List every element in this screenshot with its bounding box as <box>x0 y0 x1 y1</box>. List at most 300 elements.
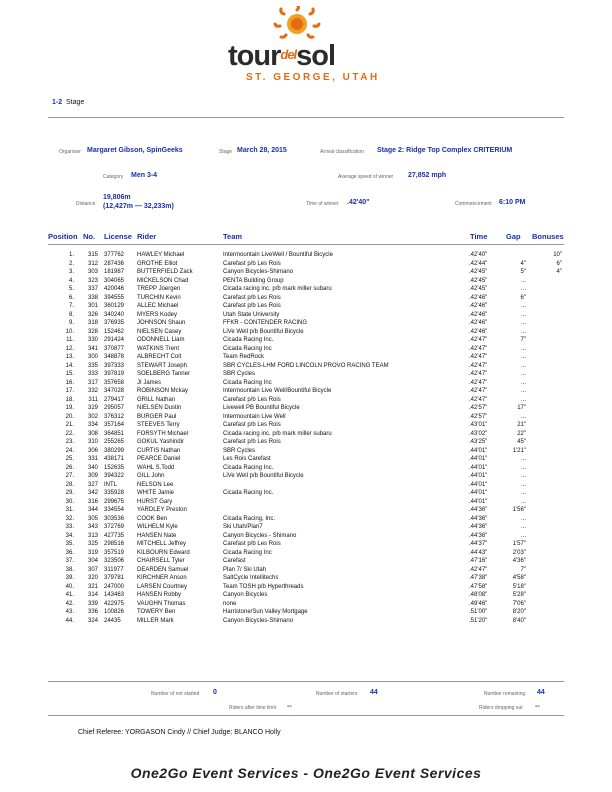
cell-gap: ... <box>520 371 526 377</box>
table-row <box>0 600 612 608</box>
cell-gap: 8'20" <box>512 609 526 615</box>
cell-gap: 1'56" <box>512 507 526 513</box>
cell-number: 300 <box>87 354 98 360</box>
cell-gap: ... <box>520 515 526 522</box>
cell-gap: 4'58" <box>512 575 526 581</box>
cell-rider: MITCHELL Jeffrey <box>137 541 187 547</box>
cell-team: SaltCycle Intellitechs <box>223 575 279 581</box>
cell-license: 24435 <box>104 617 121 624</box>
cell-rider: ODONNELL Liam <box>137 337 185 343</box>
not-started-value: 0 <box>213 689 217 696</box>
cell-license: 291424 <box>104 337 125 343</box>
table-row <box>0 413 612 421</box>
table-row <box>0 608 612 616</box>
cell-bonus: 6" <box>556 260 562 267</box>
cell-team: Carefast p/b Les Rois <box>223 260 281 267</box>
cell-gap: 22" <box>517 430 526 437</box>
cell-license: INTL <box>104 481 118 488</box>
cell-position: 6. <box>68 294 74 301</box>
cell-rider: LARSEN Courtney <box>137 583 188 590</box>
cell-number: 339 <box>87 600 98 607</box>
sun-icon <box>275 6 319 37</box>
cell-time: .44'01" <box>469 456 488 462</box>
cell-license: 379781 <box>104 575 125 581</box>
cell-license: 335928 <box>104 490 125 496</box>
cell-license: 397333 <box>104 362 125 369</box>
cell-gap: ... <box>520 481 526 488</box>
stage-number: 1-2 <box>52 99 63 106</box>
cell-rider: GROTHE Elliot <box>137 260 178 267</box>
cell-time: .42'57" <box>469 405 488 411</box>
cell-team: Plan 7/ Ski Utah <box>223 566 267 573</box>
cell-gap: 4" <box>520 260 526 267</box>
cell-rider: BUTTERFIELD Zack <box>137 269 193 275</box>
cell-license: 255265 <box>104 439 125 445</box>
cell-number: 319 <box>87 549 98 556</box>
cell-team: Intermountain LiveWell / Bountiful Bicycle <box>223 252 333 258</box>
cell-time: .42'45" <box>469 286 488 292</box>
cell-position: 44. <box>65 617 74 624</box>
cell-position: 19. <box>65 405 74 411</box>
cell-number: 341 <box>87 345 98 352</box>
cell-time: .44'36" <box>469 507 488 513</box>
cell-number: 307 <box>87 566 98 573</box>
cell-position: 31. <box>65 507 74 513</box>
cell-team: Les Rois Carefast <box>223 456 271 462</box>
distance-label: Distance <box>76 201 96 207</box>
cell-gap: 5'28" <box>512 592 526 598</box>
cell-time: .47'16" <box>469 558 488 564</box>
cell-time: .42'46" <box>469 303 488 309</box>
cell-time: .43'01" <box>469 422 488 428</box>
table-row <box>0 387 612 395</box>
cell-number: 344 <box>87 507 98 513</box>
cell-team: SBR CYCLES-LHM FORD LINCOLN PROVO RACING TEAM <box>223 362 389 369</box>
cell-position: 43. <box>65 609 74 615</box>
table-row <box>0 421 612 429</box>
cell-position: 24. <box>65 447 74 454</box>
cell-license: 152635 <box>104 464 125 471</box>
logo-subtitle: ST. GEORGE, UTAH <box>246 72 380 83</box>
cell-license: 370877 <box>104 345 125 352</box>
chief-officials: Chief Referee: YORGASON Cindy // Chief Judge: BLANCO Holly <box>78 729 281 736</box>
cell-license: 295057 <box>104 405 125 411</box>
cell-gap: ... <box>520 464 526 471</box>
cell-team: Cicada Racing Inc. <box>223 490 274 496</box>
cell-gap: 7" <box>520 337 526 343</box>
header-rider: Rider <box>137 232 157 241</box>
table-row <box>0 438 612 446</box>
cell-number: 334 <box>87 422 98 428</box>
cell-position: 5. <box>68 286 74 292</box>
cell-number: 331 <box>87 456 98 462</box>
table-row <box>0 353 612 361</box>
cell-time: .44'01" <box>469 490 488 496</box>
remaining-label: Number remaining <box>484 691 526 697</box>
cell-license: 376312 <box>104 413 125 420</box>
cell-rider: KIRCHNER Anson <box>137 575 187 581</box>
table-row <box>0 498 612 506</box>
time-winner-value: .42'40" <box>347 199 370 206</box>
cell-gap: ... <box>520 456 526 462</box>
cell-rider: HAWLEY Michael <box>137 252 185 258</box>
cell-number: 304 <box>87 558 98 564</box>
cell-license: 323506 <box>104 558 125 564</box>
cell-gap: 5" <box>520 269 526 275</box>
cell-gap: ... <box>520 362 526 369</box>
cell-team: SBR Cycles <box>223 447 256 454</box>
table-row <box>0 370 612 378</box>
cell-number: 316 <box>87 498 98 505</box>
cell-time: .42'46" <box>469 311 488 318</box>
table-row <box>0 540 612 548</box>
cell-gap: 17" <box>517 405 526 411</box>
cell-time: .42'47" <box>469 345 488 352</box>
cell-gap: ... <box>520 498 526 505</box>
table-row <box>0 302 612 310</box>
cell-rider: BURGER Paul <box>137 413 177 420</box>
stage-date-label: Stage <box>219 149 233 155</box>
cell-gap: 21" <box>517 422 526 428</box>
cell-team: Cicada Racing Inc. <box>223 464 274 471</box>
cell-license: 427735 <box>104 532 125 539</box>
cell-time: .44'01" <box>469 481 488 488</box>
footer-banner: One2Go Event Services - One2Go Event Services <box>130 765 482 781</box>
stage-heading <box>52 99 84 106</box>
table-row <box>0 532 612 540</box>
cell-rider: CHAIRSELL Tyler <box>137 558 185 564</box>
cell-position: 8. <box>68 311 74 318</box>
cell-gap: ... <box>520 379 526 386</box>
cell-number: 328 <box>87 328 98 335</box>
dropping-value: -- <box>535 703 540 710</box>
cell-position: 15. <box>65 371 74 377</box>
cell-time: .47'38" <box>469 575 488 581</box>
table-row <box>0 574 612 582</box>
cell-position: 39. <box>65 575 74 581</box>
table-row <box>0 472 612 480</box>
cell-rider: DEARDEN Samuel <box>137 566 189 573</box>
table-row <box>0 557 612 565</box>
cell-gap: ... <box>520 473 526 479</box>
table-row <box>0 251 612 259</box>
cell-position: 4. <box>68 277 74 284</box>
cell-number: 329 <box>87 405 98 411</box>
cell-number: 336 <box>87 609 98 615</box>
cell-number: 306 <box>87 447 98 454</box>
cell-license: 360129 <box>104 303 125 309</box>
cell-position: 9. <box>68 320 74 326</box>
table-row <box>0 464 612 472</box>
cell-bonus: 4" <box>556 269 562 275</box>
cell-team: Livewell PB Bountiful Bicycle <box>223 405 300 411</box>
cell-number: 343 <box>87 524 98 530</box>
cell-position: 34. <box>65 532 74 539</box>
cell-time: .42'45" <box>469 269 488 275</box>
table-row <box>0 566 612 574</box>
table-row <box>0 430 612 438</box>
cell-gap: 4'36" <box>512 558 526 564</box>
cell-position: 18. <box>65 396 74 403</box>
cell-team: Intermountain Live Well/Bountiful Bicycle <box>223 388 332 394</box>
cell-license: 247000 <box>104 583 125 590</box>
cell-rider: STEWART Joseph <box>137 362 187 369</box>
header-divider <box>48 244 564 245</box>
starters-label: Number of starters <box>316 691 358 697</box>
arrival-value: Stage 2: Ridge Top Complex CRITERIUM <box>377 147 513 154</box>
cell-license: 279417 <box>104 396 125 403</box>
table-row <box>0 583 612 591</box>
cell-number: 302 <box>87 413 98 420</box>
cell-number: 311 <box>88 396 98 403</box>
cell-time: .47'58" <box>469 583 488 590</box>
cell-time: .42'47" <box>469 337 488 343</box>
cell-time: .42'45" <box>469 277 488 284</box>
cell-team: Carefast p/b Les Rois <box>223 422 281 428</box>
cell-position: 33. <box>65 524 74 530</box>
cell-time: .48'08" <box>469 592 488 598</box>
cell-license: 372769 <box>104 524 125 530</box>
cell-license: 397819 <box>104 371 125 377</box>
commencement-label: Commencement <box>455 201 492 207</box>
cell-position: 35. <box>65 541 74 547</box>
cell-number: 332 <box>87 388 98 394</box>
cell-number: 330 <box>87 337 98 343</box>
distance-range: (12,427m — 32,233m) <box>103 203 174 210</box>
cell-license: 298516 <box>104 541 125 547</box>
table-row <box>0 328 612 336</box>
table-row <box>0 396 612 404</box>
cell-license: 181987 <box>104 269 125 275</box>
cell-time: .42'40" <box>469 252 488 258</box>
table-row <box>0 260 612 268</box>
cell-license: 348878 <box>104 354 125 360</box>
cell-number: 340 <box>87 464 98 471</box>
cell-team: Cicada Racing Inc <box>223 345 272 352</box>
organiser-label: Organiser <box>59 149 81 155</box>
cell-position: 40. <box>65 583 74 590</box>
cell-number: 317 <box>87 379 98 386</box>
cell-team: FFKR - CONTENDER RACING <box>223 320 307 326</box>
cell-position: 42. <box>65 600 74 607</box>
table-row <box>0 277 612 285</box>
cell-rider: NIELSEN Casey <box>137 328 182 335</box>
cell-rider: HURST Gary <box>137 498 173 505</box>
cell-rider: GOKUL Yashindir <box>137 439 184 445</box>
divider <box>48 715 564 716</box>
cell-license: 420046 <box>104 286 125 292</box>
cell-time: .42'47" <box>469 379 488 386</box>
cell-rider: SOELBERG Tanner <box>137 371 190 377</box>
table-row <box>0 336 612 344</box>
cell-time: .42'46" <box>469 294 488 301</box>
cell-time: .42'47" <box>469 396 488 403</box>
cell-team: Canyon Bicycles-Shimano <box>223 269 294 275</box>
cell-gap: 1'21" <box>512 447 526 454</box>
cell-position: 38. <box>65 566 74 573</box>
cell-number: 337 <box>87 286 98 292</box>
cell-position: 20. <box>65 413 74 420</box>
cell-rider: COOK Ben <box>137 515 168 522</box>
cell-position: 16. <box>65 379 74 386</box>
cell-time: .44'01" <box>469 464 488 471</box>
cell-rider: ALLEC Michael <box>137 303 179 309</box>
logo-main: tour <box>228 40 281 72</box>
cell-position: 25. <box>65 456 74 462</box>
divider <box>48 681 564 682</box>
cell-time: .44'37" <box>469 541 488 547</box>
cell-rider: HANSEN Nate <box>137 532 177 539</box>
cell-gap: 6" <box>520 294 526 301</box>
cell-number: 309 <box>87 473 98 479</box>
cell-license: 377762 <box>104 252 125 258</box>
cell-rider: MICKELSON Chad <box>137 277 189 284</box>
table-row <box>0 285 612 293</box>
cell-number: 326 <box>87 311 98 318</box>
organiser-value: Margaret Gibson, SpinGeeks <box>87 147 183 154</box>
cell-position: 22. <box>65 430 74 437</box>
cell-team: SBR Cycles <box>223 371 256 377</box>
cell-number: 310 <box>87 439 98 445</box>
cell-team: none <box>223 600 237 607</box>
remaining-value: 44 <box>537 689 545 696</box>
cell-gap: ... <box>520 490 526 496</box>
cell-position: 1. <box>68 252 74 258</box>
cell-bonus: 10" <box>553 252 562 258</box>
cell-rider: GILL John <box>137 473 165 479</box>
table-row <box>0 294 612 302</box>
cell-team: Cicada racing inc. p/b mark miller subaru <box>223 286 332 292</box>
cell-number: 303 <box>87 269 98 275</box>
cell-gap: ... <box>520 320 526 326</box>
cell-position: 28. <box>65 481 74 488</box>
dropping-label: Riders dropping out <box>479 705 523 711</box>
cell-rider: NIELSEN Dustin <box>137 405 182 411</box>
table-row <box>0 404 612 412</box>
cell-gap: ... <box>520 311 526 318</box>
cell-rider: YARDLEY Preston <box>137 507 187 513</box>
cell-time: .51'20" <box>469 617 488 624</box>
cell-time: .42'47" <box>469 354 488 360</box>
cell-license: 380299 <box>104 447 125 454</box>
cell-team: Harristone/Sun Valley Mortgage <box>223 609 308 615</box>
header-team: Team <box>223 232 243 241</box>
cell-position: 29. <box>65 490 74 496</box>
category-value: Men 3-4 <box>131 172 158 179</box>
cell-team: Intermountain Live Well <box>223 413 286 420</box>
table-row <box>0 447 612 455</box>
cell-number: 320 <box>87 575 98 581</box>
after-limit-value: -- <box>287 703 292 710</box>
cell-team: Canyon Bicycles - Shimano <box>223 532 297 539</box>
cell-license: 438171 <box>104 456 125 462</box>
cell-rider: WILHELM Kyle <box>137 524 178 530</box>
cell-team: Carefast p/b Les Rois <box>223 541 281 547</box>
cell-rider: CURTIS Nathan <box>137 447 181 454</box>
cell-rider: WAHL S.Todd <box>137 464 175 471</box>
cell-team: LiVe Well p/b Bountiful Bicycle <box>223 328 304 335</box>
cell-number: 321 <box>87 583 98 590</box>
cell-team: Utah State University <box>223 311 280 318</box>
cell-license: 334554 <box>104 507 125 513</box>
table-row <box>0 455 612 463</box>
cell-time: .43'25" <box>469 439 488 445</box>
table-row <box>0 319 612 327</box>
cell-position: 11. <box>66 337 74 343</box>
cell-license: 299675 <box>104 498 125 505</box>
arrival-label: Arrival classification <box>320 149 364 155</box>
cell-team: Cicada Racing Inc. <box>223 337 274 343</box>
cell-team: Carefast <box>223 558 246 564</box>
cell-time: .43'02" <box>469 430 488 437</box>
cell-gap: 2'03" <box>512 549 526 556</box>
cell-rider: TREPP Joergen <box>137 286 181 292</box>
cell-license: 304065 <box>104 277 125 284</box>
cell-number: 301 <box>87 303 98 309</box>
cell-rider: STEEVES Terry <box>137 422 180 428</box>
stage-date-value: March 28, 2015 <box>237 147 287 154</box>
cell-number: 325 <box>87 541 98 547</box>
table-row <box>0 481 612 489</box>
logo-del: del <box>280 47 297 62</box>
cell-time: .42'47" <box>469 371 488 377</box>
cell-license: 340240 <box>104 311 125 318</box>
cell-position: 23. <box>65 439 74 445</box>
cell-number: 327 <box>87 481 98 488</box>
cell-rider: HANSEN Robby <box>137 592 182 598</box>
table-row <box>0 591 612 599</box>
cell-gap: ... <box>520 532 526 539</box>
logo-end: sol <box>296 40 336 72</box>
cell-gap: 7" <box>520 566 526 573</box>
table-row <box>0 549 612 557</box>
cell-number: 338 <box>87 294 98 301</box>
cell-rider: ROBINSON Mckay <box>137 388 189 394</box>
cell-gap: ... <box>520 286 526 292</box>
cell-license: 303536 <box>104 515 125 522</box>
cell-rider: TOWERY Ben <box>137 609 176 615</box>
cell-number: 324 <box>87 617 98 624</box>
cell-license: 347028 <box>104 388 125 394</box>
table-row <box>0 268 612 276</box>
logo-wordmark <box>228 40 335 73</box>
cell-position: 27. <box>65 473 74 479</box>
cell-position: 12. <box>65 345 74 352</box>
cell-gap: ... <box>520 388 526 394</box>
cell-position: 21. <box>65 422 74 428</box>
cell-team: PENTA Building Group <box>223 277 284 284</box>
after-limit-label: Riders after time limit <box>229 705 276 711</box>
table-row <box>0 523 612 531</box>
cell-license: 357658 <box>104 379 125 386</box>
cell-time: .51'00" <box>469 609 488 615</box>
cell-license: 364851 <box>104 430 125 437</box>
cell-license: 422975 <box>104 600 125 607</box>
cell-gap: ... <box>520 303 526 309</box>
cell-position: 41. <box>65 592 74 598</box>
cell-number: 333 <box>87 371 98 377</box>
cell-license: 357519 <box>104 549 125 556</box>
cell-rider: ALBRECHT Colt <box>137 354 182 360</box>
cell-time: .42'44" <box>469 260 488 267</box>
cell-rider: GRILL Nathan <box>137 396 176 403</box>
cell-position: 30. <box>65 498 74 505</box>
cell-position: 2. <box>68 260 74 267</box>
commencement-value: 6:10 PM <box>499 199 526 206</box>
cell-rider: TURCHIN Kevin <box>137 294 181 301</box>
avg-speed-label: Average speed of winner <box>338 174 394 180</box>
cell-number: 308 <box>87 430 98 437</box>
